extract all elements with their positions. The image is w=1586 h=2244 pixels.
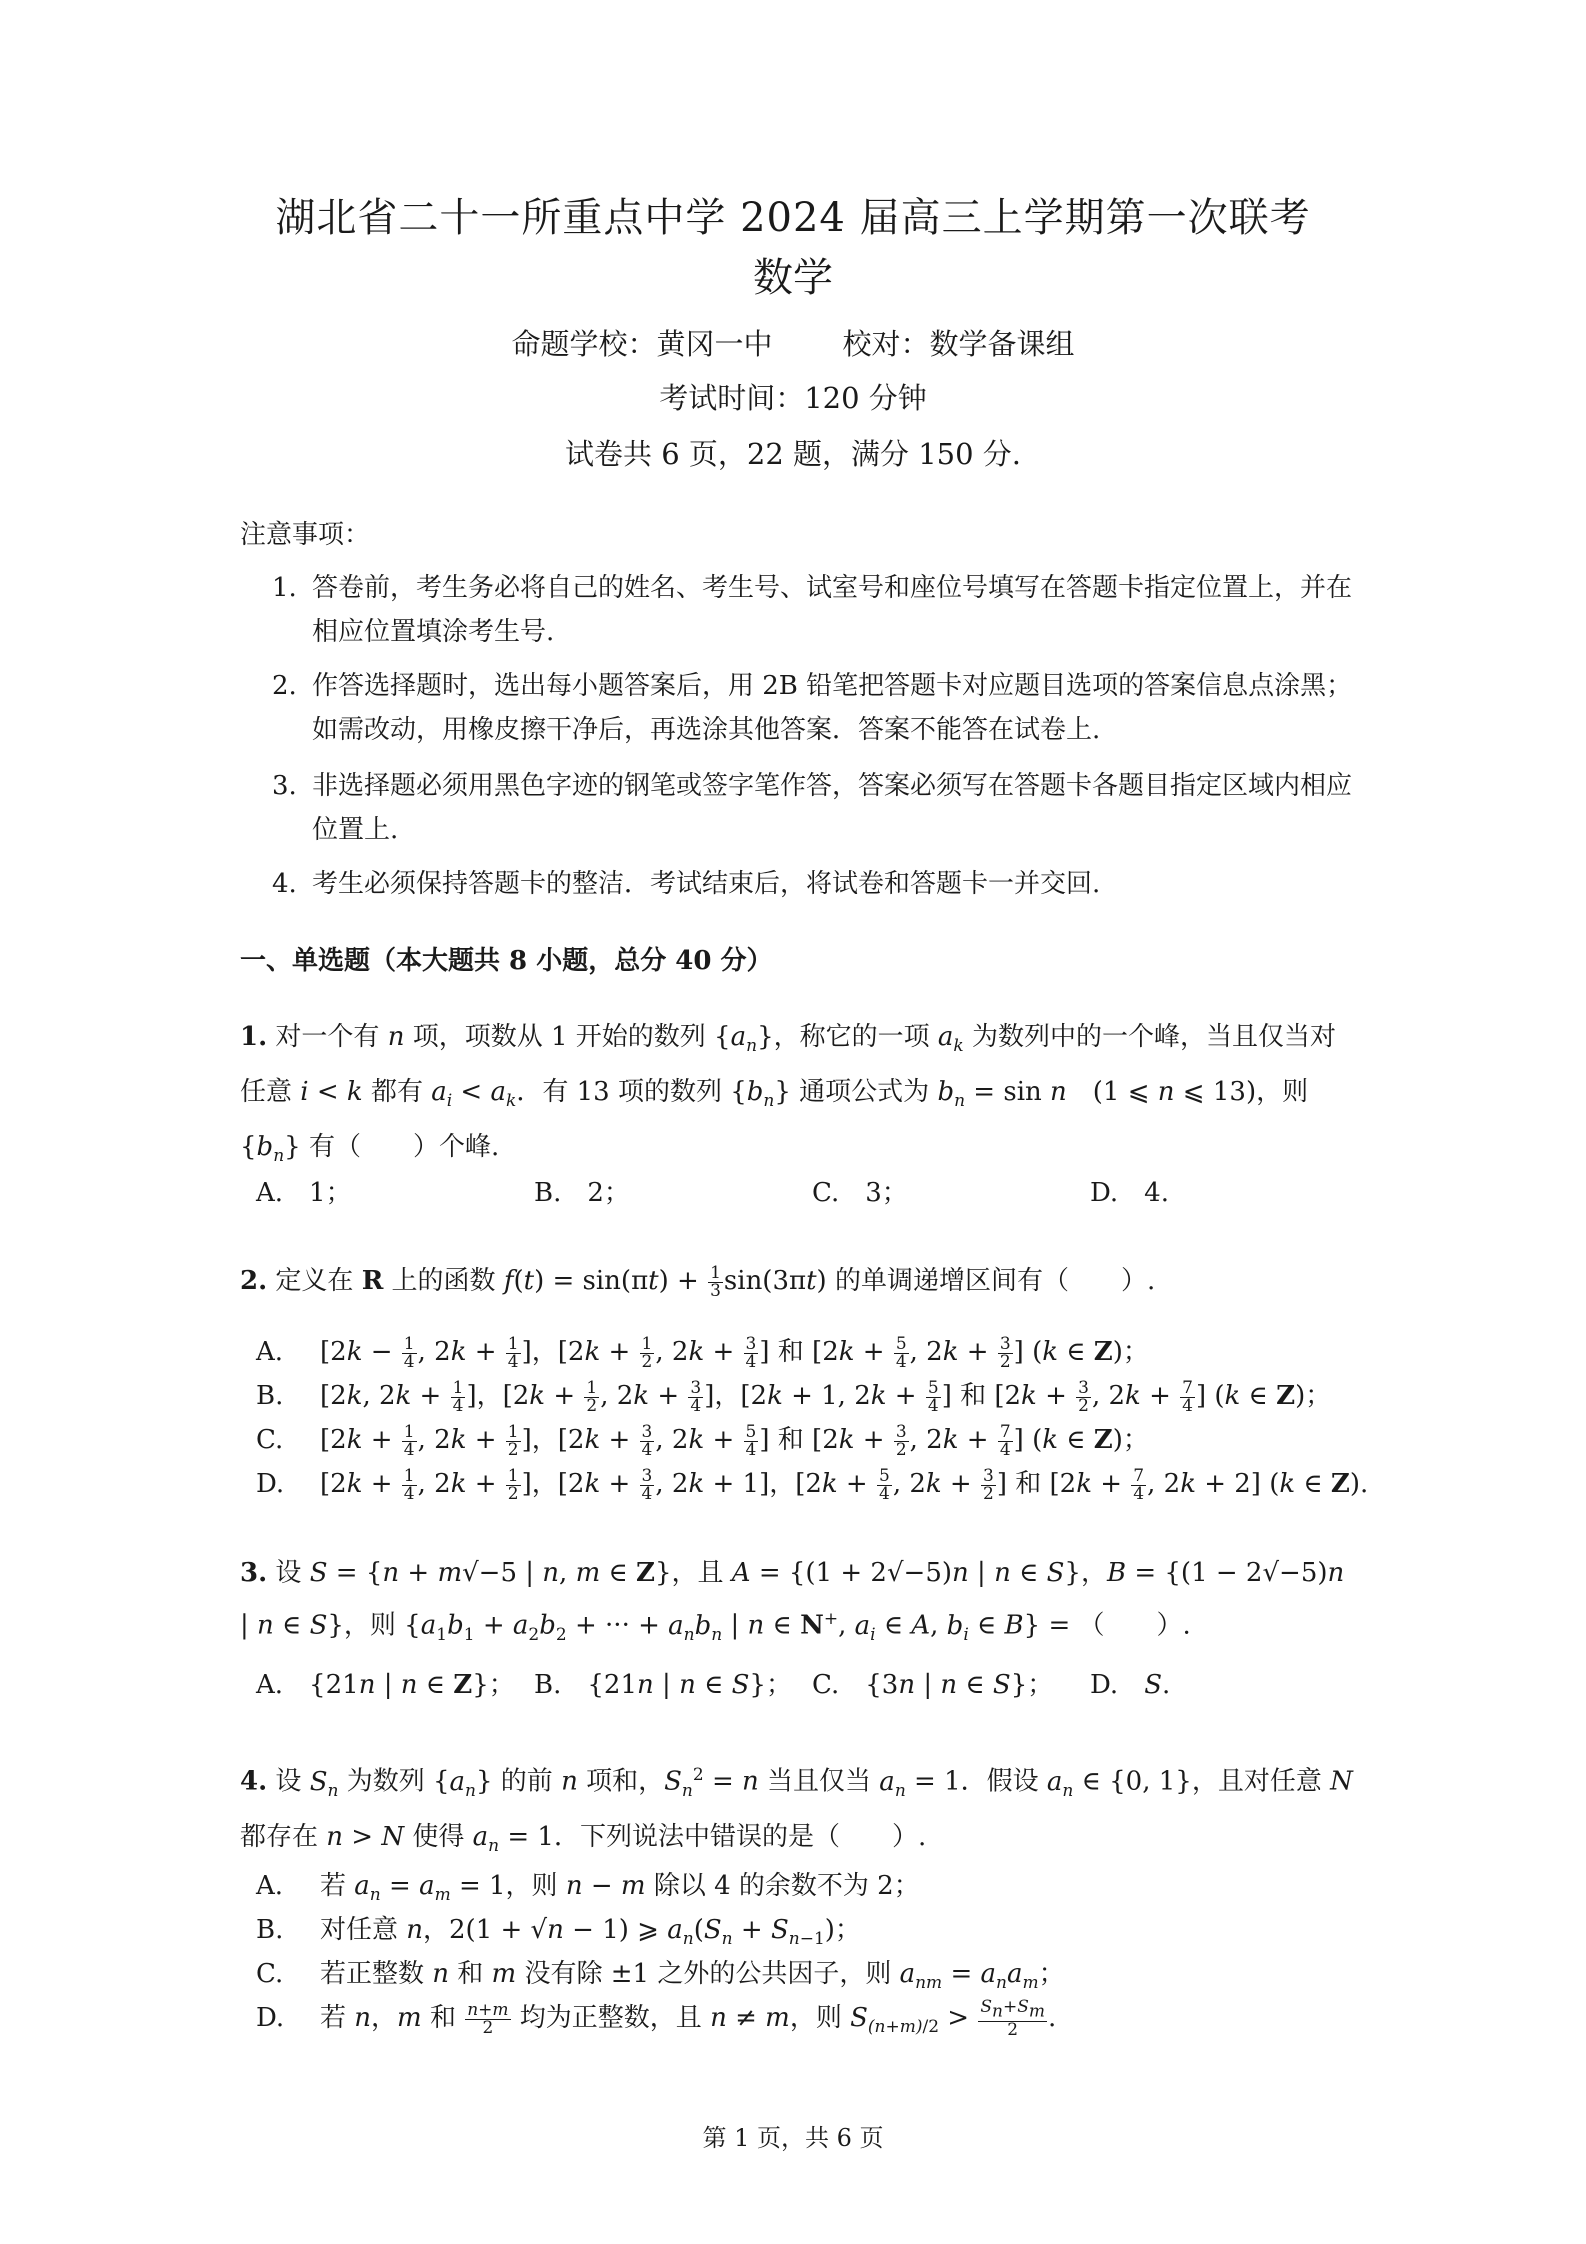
- proofreader: 校对：数学备课组: [842, 327, 1075, 361]
- notice-heading: 注意事项：: [240, 520, 371, 550]
- exam-title: 湖北省二十一所重点中学 2024 届高三上学期第一次联考: [275, 195, 1311, 241]
- question-4-options: [256, 1864, 1366, 2040]
- option-d[interactable]: D. [2k + $\frac{1}{4}$ , 2k + $\frac{1}{2}$ ]，[2k + $\frac{3}{4}$ , 2k + 1]，[2k + $\frac{5}{4}$ , 2k + $\frac{3}{2}$ ] 和 [2k + $\frac{7}{4}$ , 2k + 2] (k ∈ Z).: [256, 1465, 1369, 1504]
- option-b[interactable]: B. {21n | n ∈ S}；: [534, 1670, 792, 1700]
- exam-time: 考试时间：120 分钟: [659, 381, 927, 415]
- notice-item: 4. 考生必须保持答题卡的整洁．考试结束后，将试卷和答题卡一并交回.: [272, 869, 1101, 899]
- question-school: 命题学校：黄冈一中: [511, 327, 773, 361]
- option-a[interactable]: A. {21n | n ∈ Z}；: [256, 1670, 515, 1700]
- notice-item: 1. 答卷前，考生务必将自己的姓名、考生号、试室号和座位号填写在答题卡指定位置上，并在相应位置填涂考生号.: [272, 573, 1353, 647]
- option-a[interactable]: A. 若 $a_n = a_m = 1$，则 n − m 除以 4 的余数不为 2；: [256, 1871, 920, 1906]
- option-d[interactable]: D. 4.: [1090, 1178, 1169, 1208]
- exam-subject: 数学: [753, 255, 833, 301]
- section-title: 一、单选题（本大题共 8 小题，总分 40 分）: [240, 946, 773, 976]
- option-b[interactable]: B. [2k, 2k + $\frac{1}{4}$ ]，[2k + $\frac{1}{2}$ , 2k + $\frac{3}{4}$ ]，[2k + 1, 2k + $\frac{5}{4}$ ] 和 [2k + $\frac{3}{2}$ , 2k + $\frac{7}{4}$ ] (k ∈ Z)；: [256, 1377, 1332, 1416]
- option-a[interactable]: A. [2k − $\frac{1}{4}$ , 2k + $\frac{1}{4}$ ]，[2k + $\frac{1}{2}$ , 2k + $\frac{3}{4}$ ] 和 [2k + $\frac{5}{4}$ , 2k + $\frac{3}{2}$ ] (k ∈ Z)；: [256, 1333, 1149, 1372]
- exam-info: [0, 322, 1586, 363]
- option-c[interactable]: C. 若正整数 n 和 m 没有除 ±1 之外的公共因子，则 $a_{nm} = a_na_m$；: [256, 1959, 1065, 1994]
- question-2-options: [256, 1330, 1369, 1506]
- exam-summary: 试卷共 6 页，22 题，满分 150 分.: [564, 437, 1021, 471]
- option-c[interactable]: C. [2k + $\frac{1}{4}$ , 2k + $\frac{1}{2}$ ]，[2k + $\frac{3}{4}$ , 2k + $\frac{5}{4}$ ] 和 [2k + $\frac{3}{2}$ , 2k + $\frac{7}{4}$ ] (k ∈ Z)；: [256, 1421, 1149, 1460]
- option-b[interactable]: B. 2；: [534, 1178, 630, 1208]
- question-1: 1. 对一个有 n 项，项数从 1 开始的数列 $\{a_n\}$，称它的一项 $a_k$ 为数列中的一个峰，当且仅当对任意 i < k 都有 $a_i < a_k$．有 13 项的数列 $\{b_n\}$ 通项公式为 $b_n = \sin n$ (1 ⩽ n ⩽ 13)，则 $\{b_n\}$ 有（ ）个峰.: [240, 1022, 1336, 1167]
- question-2: 2. 定义在 R 上的函数 f(t) = sin(πt) + $\frac{1}{3}$ sin(3πt) 的单调递增区间有（ ）.: [240, 1262, 1156, 1301]
- page-footer: 第 1 页，共 6 页: [702, 2124, 884, 2152]
- notice-item: 2. 作答选择题时，选出每小题答案后，用 2B 铅笔把答题卡对应题目选项的答案信息点涂黑；如需改动，用橡皮擦干净后，再选涂其他答案．答案不能答在试卷上.: [272, 671, 1353, 745]
- option-d[interactable]: D. 若 n，m 和 $\frac{n+m}{2}$ 均为正整数，且 n ≠ m，则 $S_{(n+m)/2}$ > $\frac{S_n+S_m}{2}$ .: [256, 1997, 1057, 2040]
- option-d[interactable]: D. S.: [1090, 1670, 1171, 1700]
- notice-item: 3. 非选择题必须用黑色字迹的钢笔或签字笔作答，答案必须写在答题卡各题目指定区域内相应位置上.: [272, 771, 1353, 845]
- option-c[interactable]: C. 3；: [812, 1178, 908, 1208]
- option-b[interactable]: B. 对任意 n，2(1 + √n − 1) ⩾ $a_n(S_n + S_{n-1})$；: [256, 1915, 861, 1950]
- option-c[interactable]: C. {3n | n ∈ S}；: [812, 1670, 1054, 1700]
- option-a[interactable]: A. 1；: [256, 1178, 352, 1208]
- question-4: 4. 设 $S_n$ 为数列 $\{a_n\}$ 的前 n 项和，$S_n^2 = n$ 当且仅当 $a_n = 1$．假设 $a_n$ ∈ {0, 1}，且对任意 N 都存在 n > N 使得 $a_n = 1$．下列说法中错误的是（ ）.: [240, 1765, 1353, 1857]
- question-3: 3. 设 S = {n + m√−5 | n, m ∈ Z}，且 A = {(1 + 2√−5)n | n ∈ S}，B = {(1 − 2√−5)n | n ∈ S}，则 {$a_1b_1 + a_2b_2$ + ··· + $a_nb_n$ | n ∈ N+, $a_i$ ∈ A, $b_i$ ∈ B} = （ ）.: [240, 1558, 1345, 1645]
